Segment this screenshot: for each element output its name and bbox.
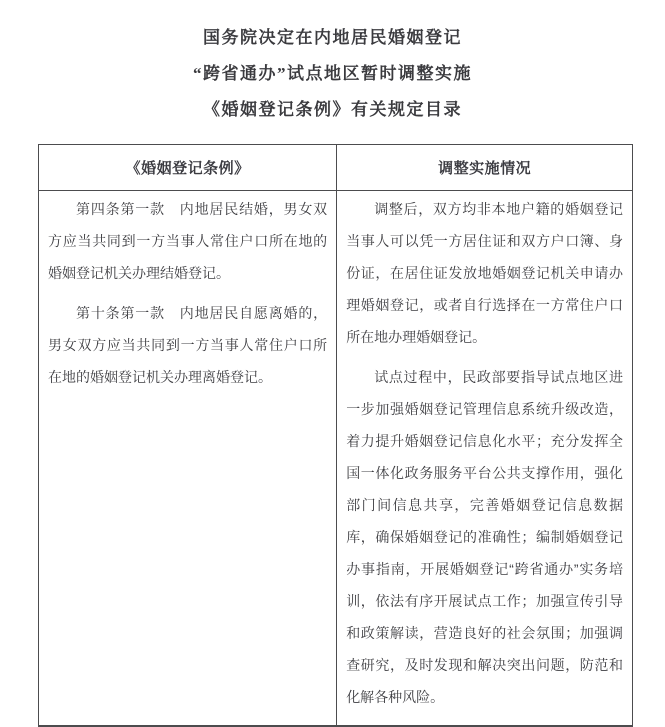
regulation-table: [38, 144, 633, 727]
table-header-row: [39, 145, 633, 191]
table-body-row: [39, 191, 633, 727]
adjustment-paragraph-1: 调整后，双方均非本地户籍的婚姻登记当事人可以凭一方居住证和双方户口簿、身份证，在居住证发放地婚姻登记机关申请办理婚姻登记，或者自行选择在一方常住户口所在地办理婚姻登记。: [346, 201, 623, 345]
regulation-cell: [39, 191, 337, 727]
regulation-paragraph-1: 第四条第一款 内地居民结婚，男女双方应当共同到一方当事人常住户口所在地的婚姻登记机关办理结婚登记。: [48, 201, 328, 281]
title-line-1: 国务院决定在内地居民婚姻登记: [203, 28, 462, 47]
title-line-2: “跨省通办”试点地区暂时调整实施: [193, 64, 472, 83]
header-adjustment-column: 调整实施情况: [337, 145, 633, 191]
document-title: [0, 0, 665, 128]
header-regulation-column: 《婚姻登记条例》: [39, 145, 337, 191]
title-line-3: 《婚姻登记条例》有关规定目录: [203, 100, 462, 119]
regulation-paragraph-2: 第十条第一款 内地居民自愿离婚的，男女双方应当共同到一方当事人常住户口所在地的婚姻登记机关办理离婚登记。: [48, 305, 328, 385]
adjustment-cell: [337, 191, 633, 727]
adjustment-paragraph-2: 试点过程中，民政部要指导试点地区进一步加强婚姻登记管理信息系统升级改造，着力提升婚姻登记信息化水平；充分发挥全国一体化政务服务平台公共支撑作用，强化部门间信息共享，完善婚姻登记信息数据库，确保婚姻登记的准确性；编制婚姻登记办事指南，开展婚姻登记“跨省通办”实务培训，依法有序开展试点工作；加强宣传引导和政策解读，营造良好的社会氛围；加强调查研究，及时发现和解决突出问题，防范和化解各种风险。: [346, 369, 623, 705]
